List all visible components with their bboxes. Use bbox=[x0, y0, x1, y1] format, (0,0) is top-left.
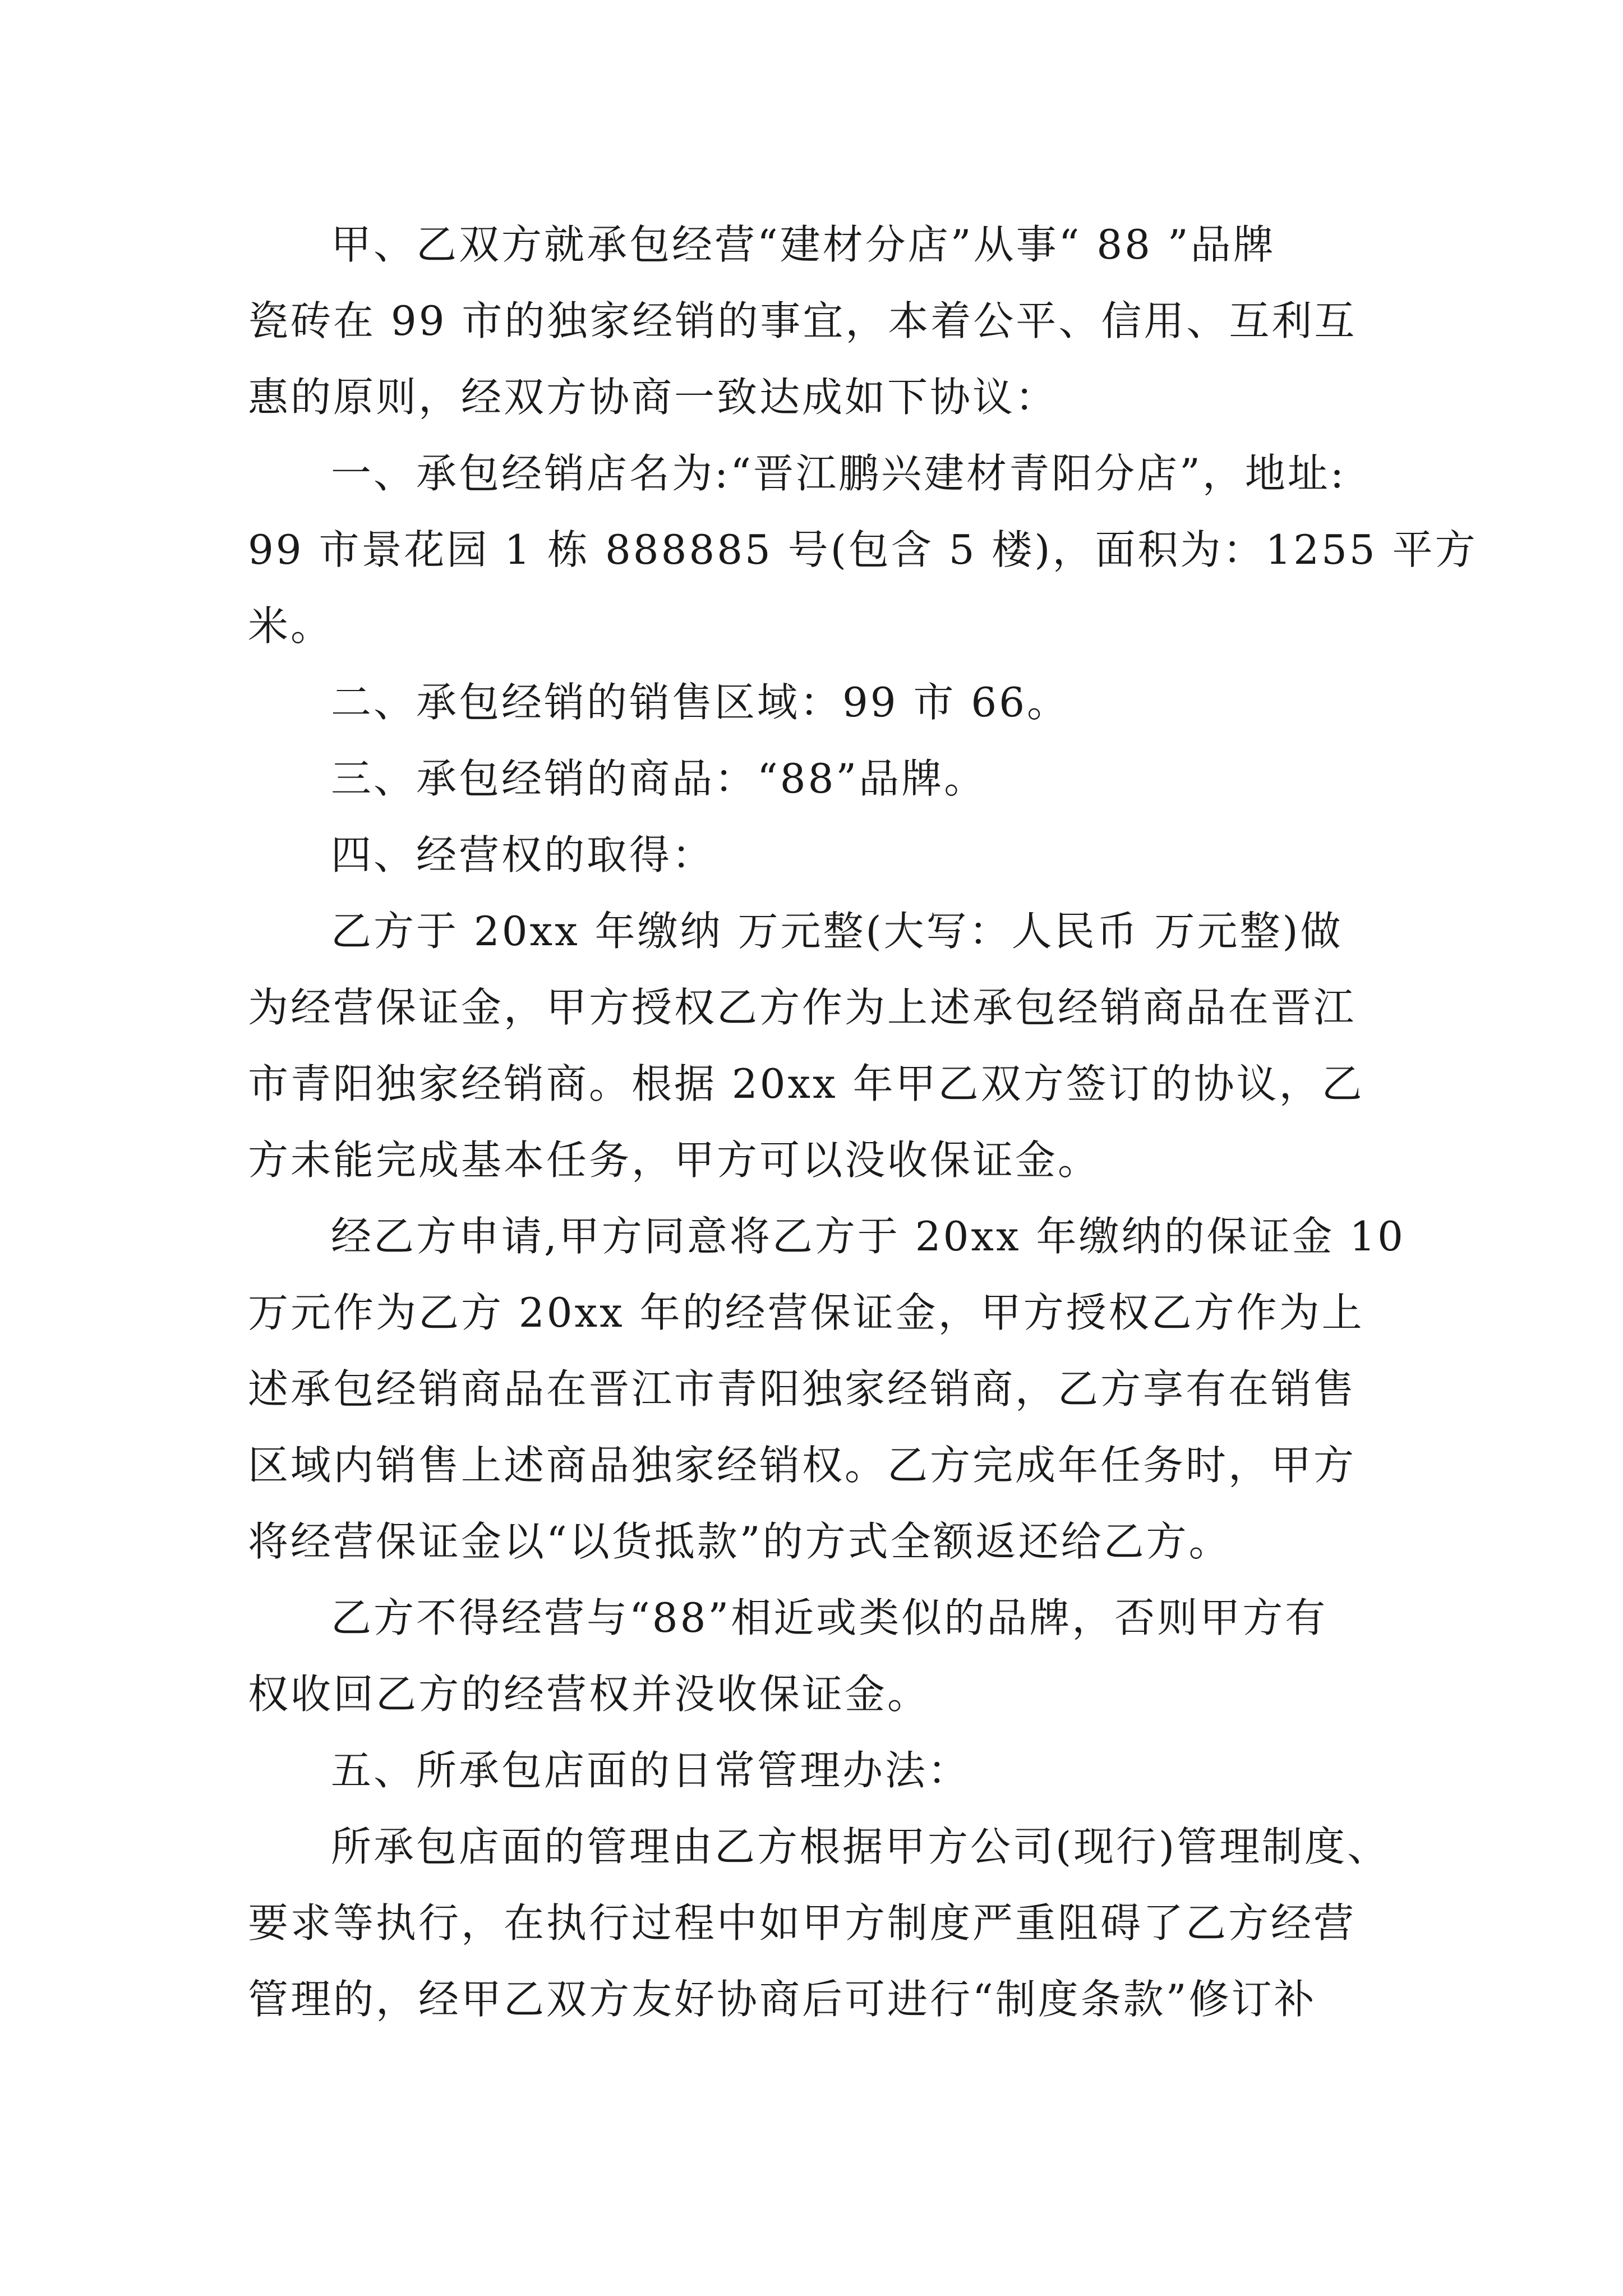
text-line: 甲、乙双方就承包经营“建材分店”从事“ 88 ”品牌 bbox=[331, 221, 1276, 268]
text-line: 将经营保证金以“以货抵款”的方式全额返还给乙方。 bbox=[248, 1518, 1232, 1565]
text-line: 惠的原则，经双方协商一致达成如下协议： bbox=[248, 374, 1058, 421]
text-line: 万元作为乙方 20xx 年的经营保证金，甲方授权乙方作为上 bbox=[248, 1289, 1364, 1336]
text-line: 乙方不得经营与“88”相近或类似的品牌，否则甲方有 bbox=[331, 1594, 1328, 1641]
text-line: 乙方于 20xx 年缴纳 万元整(大写：人民币 万元整)做 bbox=[331, 908, 1343, 955]
text-line: 四、经营权的取得： bbox=[331, 831, 715, 878]
text-line: 方未能完成基本任务，甲方可以没收保证金。 bbox=[248, 1137, 1101, 1184]
text-line: 三、承包经销的商品：“88”品牌。 bbox=[331, 755, 987, 802]
text-line: 二、承包经销的销售区域：99 市 66。 bbox=[331, 679, 1070, 726]
text-line: 权收回乙方的经营权并没收保证金。 bbox=[248, 1671, 930, 1718]
text-line: 述承包经销商品在晋江市青阳独家经销商，乙方享有在销售 bbox=[248, 1365, 1357, 1412]
text-line: 管理的，经甲乙双方友好协商后可进行“制度条款”修订补 bbox=[248, 1976, 1317, 2023]
text-line: 米。 bbox=[248, 602, 334, 650]
text-line: 一、承包经销店名为:“晋江鹏兴建材青阳分店”，地址: bbox=[331, 450, 1347, 497]
text-line: 五、所承包店面的日常管理办法： bbox=[331, 1747, 971, 1794]
text-line: 要求等执行，在执行过程中如甲方制度严重阻碍了乙方经营 bbox=[248, 1899, 1357, 1947]
text-line: 所承包店面的管理由乙方根据甲方公司(现行)管理制度、 bbox=[331, 1823, 1390, 1870]
text-line: 瓷砖在 99 市的独家经销的事宜，本着公平、信用、互利互 bbox=[248, 297, 1357, 344]
text-line: 为经营保证金，甲方授权乙方作为上述承包经销商品在晋江 bbox=[248, 984, 1357, 1031]
text-line: 99 市景花园 1 栋 888885 号(包含 5 楼)，面积为：1255 平方 bbox=[248, 526, 1478, 573]
text-line: 区域内销售上述商品独家经销权。乙方完成年任务时，甲方 bbox=[248, 1442, 1357, 1489]
text-line: 经乙方申请,甲方同意将乙方于 20xx 年缴纳的保证金 10 bbox=[331, 1213, 1405, 1260]
text-line: 市青阳独家经销商。根据 20xx 年甲乙双方签订的协议，乙 bbox=[248, 1060, 1364, 1107]
